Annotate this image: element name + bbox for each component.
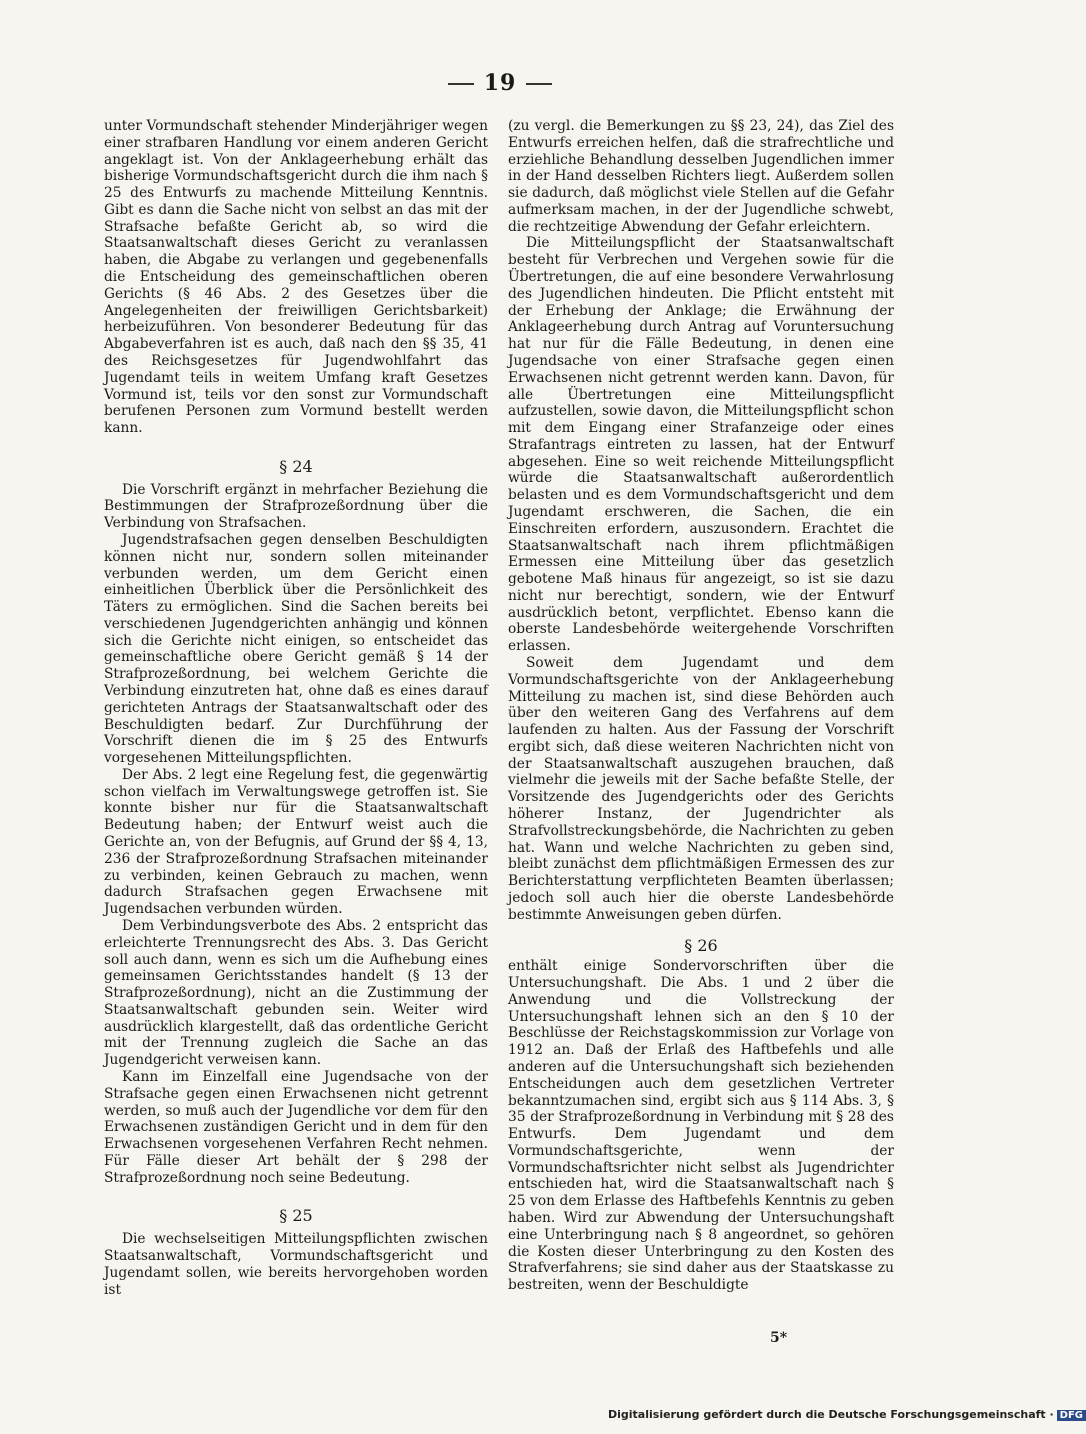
left-column: [104, 118, 488, 1298]
section-heading-26: § 26: [684, 935, 718, 955]
dash-right: [526, 83, 552, 85]
page-number: [0, 70, 1000, 96]
footer-text: Digitalisierung gefördert durch die Deutsche Forschungsgemeinschaft ·: [608, 1408, 1054, 1421]
paragraph: Soweit dem Jugendamt und dem Vormundschaftsgerichte von der Anklageerhebung Mitteilung zu machen ist, sind diese Behörden auch über den weiteren Gang des Verfahrens auf dem laufenden zu halten. Aus der Fassung der Vorschrift ergibt sich, daß diese weiteren Nachrichten nicht von der Staatsanwaltschaft auszugehen brauchen, daß vielmehr die jeweils mit der Sache befaßte Stelle, der Vorsitzende des Jugendgerichts oder des Gerichts höherer Instanz, der Jugendrichter als Strafvollstreckungsbehörde, die Nachrichten zu geben hat. Wann und welche Nachrichten zu geben sind, bleibt zunächst dem pflichtmäßigen Ermessen des zur Berichterstattung verpflichteten Beamten überlassen; jedoch soll auch hier die oberste Landesbehörde bestimmte Anweisungen geben dürfen.: [508, 655, 894, 923]
sheet-mark: 5*: [770, 1330, 788, 1346]
paragraph: Die wechselseitigen Mitteilungspflichten zwischen Staatsanwaltschaft, Vormundschaftsgericht und Jugendamt sollen, wie bereits hervorgehoben worden ist: [104, 1231, 488, 1298]
paragraph: enthält einige Sondervorschriften über die Untersuchungshaft. Die Abs. 1 und 2 über die Anwendung und die Vollstreckung der Untersuchungshaft lehnen sich an den § 10 der Beschlüsse der Reichstagskommission zur Vorlage von 1912 an. Daß der Erlaß des Haftbefehls und alle anderen auf die Untersuchungshaft sich beziehenden Entscheidungen auch dem gesetzlichen Vertreter bekanntzumachen sind, ergibt sich aus § 114 Abs. 3, § 35 der Strafprozeßordnung in Verbindung mit § 28 des Entwurfs. Dem Jugendamt und dem Vormundschaftsgerichte, wenn der Vormundschaftsrichter nicht selbst als Jugendrichter entschieden hat, wird die Staatsanwaltschaft nach § 25 von dem Erlasse des Haftbefehls Kenntnis zu geben haben. Wird zur Abwendung der Untersuchungshaft eine Unterbringung nach § 8 angeordnet, so gehören die Kosten dieser Unterbringung zu den Kosten des Strafverfahrens; sie sind daher aus der Staatskasse zu bestreiten, wenn der Beschuldigte: [508, 958, 894, 1294]
paragraph: Jugendstrafsachen gegen denselben Beschuldigten können nicht nur, sondern sollen miteinander verbunden werden, um dem Gericht einen einheitlichen Überblick über die Persönlichkeit des Täters zu ermöglichen. Sind die Sachen bereits bei verschiedenen Jugendgerichten anhängig und können sich die Gerichte nicht einigen, so entscheidet das gemeinschaftliche obere Gericht gemäß § 14 der Strafprozeßordnung, bei welchem Gerichte die Verbindung einzutreten hat, ohne daß es eines darauf gerichteten Antrags der Staatsanwaltschaft oder des Beschuldigten bedarf. Zur Durchführung der Vorschrift dienen die im § 25 des Entwurfs vorgesehenen Mitteilungspflichten.: [104, 531, 488, 767]
paragraph: unter Vormundschaft stehender Minderjähriger wegen einer strafbaren Handlung vor einem anderen Gericht angeklagt ist. Von der Anklageerhebung erhält das bisherige Vormundschaftsgericht durch die ihm nach § 25 des Entwurfs zu machende Mitteilung Kenntnis. Gibt es dann die Sache nicht von selbst an das mit der Strafsache befaßte Gericht ab, so wird die Staatsanwaltschaft dieses Gericht zu veranlassen haben, die Abgabe zu verlangen und gegebenenfalls die Entscheidung des gemeinschaftlichen oberen Gerichts (§ 46 Abs. 2 des Gesetzes über die Angelegenheiten der freiwilligen Gerichtsbarkeit) herbeizuführen. Von besonderer Bedeutung für das Abgabeverfahren ist es auch, daß nach den §§ 35, 41 des Reichsgesetzes für Jugendwohlfahrt das Jugendamt teils in weitem Umfang kraft Gesetzes Vormund ist, teils vor den sonst zur Vormundschaft berufenen Personen zum Vormund bestellt werden kann.: [104, 118, 488, 437]
paragraph: (zu vergl. die Bemerkungen zu §§ 23, 24), das Ziel des Entwurfs erreichen helfen, daß die strafrechtliche und erziehliche Behandlung desselben Jugendlichen immer in der Hand desselben Richters liegt. Außerdem sollen sie dadurch, daß möglichst viele Stellen auf die Gefahr aufmerksam machen, in der der Jugendliche schwebt, die rechtzeitige Abwendung der Gefahr erleichtern.: [508, 118, 894, 235]
paragraph: Der Abs. 2 legt eine Regelung fest, die gegenwärtig schon vielfach im Verwaltungswege getroffen ist. Sie konnte bisher nur für die Staatsanwaltschaft Bedeutung haben; der Entwurf weist auch die Gerichte an, von der Befugnis, auf Grund der §§ 4, 13, 236 der Strafprozeßordnung Strafsachen miteinander zu verbinden, keinen Gebrauch zu machen, wenn dadurch Strafsachen gegen Erwachsene mit Jugendsachen verbunden würden.: [104, 766, 488, 918]
footer-credit: [608, 1408, 1084, 1421]
paragraph: Dem Verbindungsverbote des Abs. 2 entspricht das erleichterte Trennungsrecht des Abs. 3. Das Gericht soll auch dann, wenn es sich um die Aufhebung eines gemeinsamen Gerichtsstandes handelt (§ 13 der Strafprozeßordnung), nicht an die Zustimmung der Staatsanwaltschaft gebunden sein. Weiter wird ausdrücklich klargestellt, daß das ordentliche Gericht mit der Trennung zugleich die Sache an das Jugendgericht verweisen kann.: [104, 917, 488, 1069]
right-column: [508, 118, 894, 1294]
section-heading-24: § 24: [279, 456, 313, 476]
page-number-text: 19: [483, 70, 517, 96]
section-heading-25: § 25: [279, 1206, 313, 1226]
dash-left: [448, 83, 474, 85]
paragraph: Die Vorschrift ergänzt in mehrfacher Beziehung die Bestimmungen der Strafprozeßordnung über die Verbindung von Strafsachen.: [104, 481, 488, 532]
paragraph: Die Mitteilungspflicht der Staatsanwaltschaft besteht für Verbrechen und Vergehen sowie für die Übertretungen, die auf eine besondere Verwahrlosung des Jugendlichen hindeuten. Die Pflicht entsteht mit der Erhebung der Anklage; die Erwähnung der Anklageerhebung durch Antrag auf Voruntersuchung hat nur für die Fälle Bedeutung, in denen eine Jugendsache von einer Strafsache gegen einen Erwachsenen nicht getrennt werden kann. Davon, für alle Übertretungen eine Mitteilungspflicht aufzustellen, sowie davon, die Mitteilungspflicht schon mit dem Eingang einer Strafanzeige oder eines Strafantrags eintreten zu lassen, hat der Entwurf abgesehen. Eine so weit reichende Mitteilungspflicht würde die Staatsanwaltschaft außerordentlich belasten und es dem Vormundschaftsgericht und dem Jugendamt erschweren, die Sachen, die ein Einschreiten erfordern, auszusondern. Erachtet die Staatsanwaltschaft nach ihrem pflichtmäßigen Ermessen eine Mitteilung über das gesetzlich gebotene Maß hinaus für angezeigt, so ist sie dazu nicht nur berechtigt, sondern, wie der Entwurf ausdrücklich betont, verpflichtet. Ebenso kann die oberste Landesbehörde weitergehende Vorschriften erlassen.: [508, 235, 894, 655]
paragraph: Kann im Einzelfall eine Jugendsache von der Strafsache gegen einen Erwachsenen nicht getrennt werden, so muß auch der Jugendliche vor dem für den Erwachsenen zuständigen Gericht und in dem für den Erwachsenen vorgesehenen Verfahren Recht nehmen. Für Fälle dieser Art behält der § 298 der Strafprozeßordnung noch seine Bedeutung.: [104, 1068, 488, 1186]
dfg-logo: DFG: [1057, 1410, 1086, 1421]
